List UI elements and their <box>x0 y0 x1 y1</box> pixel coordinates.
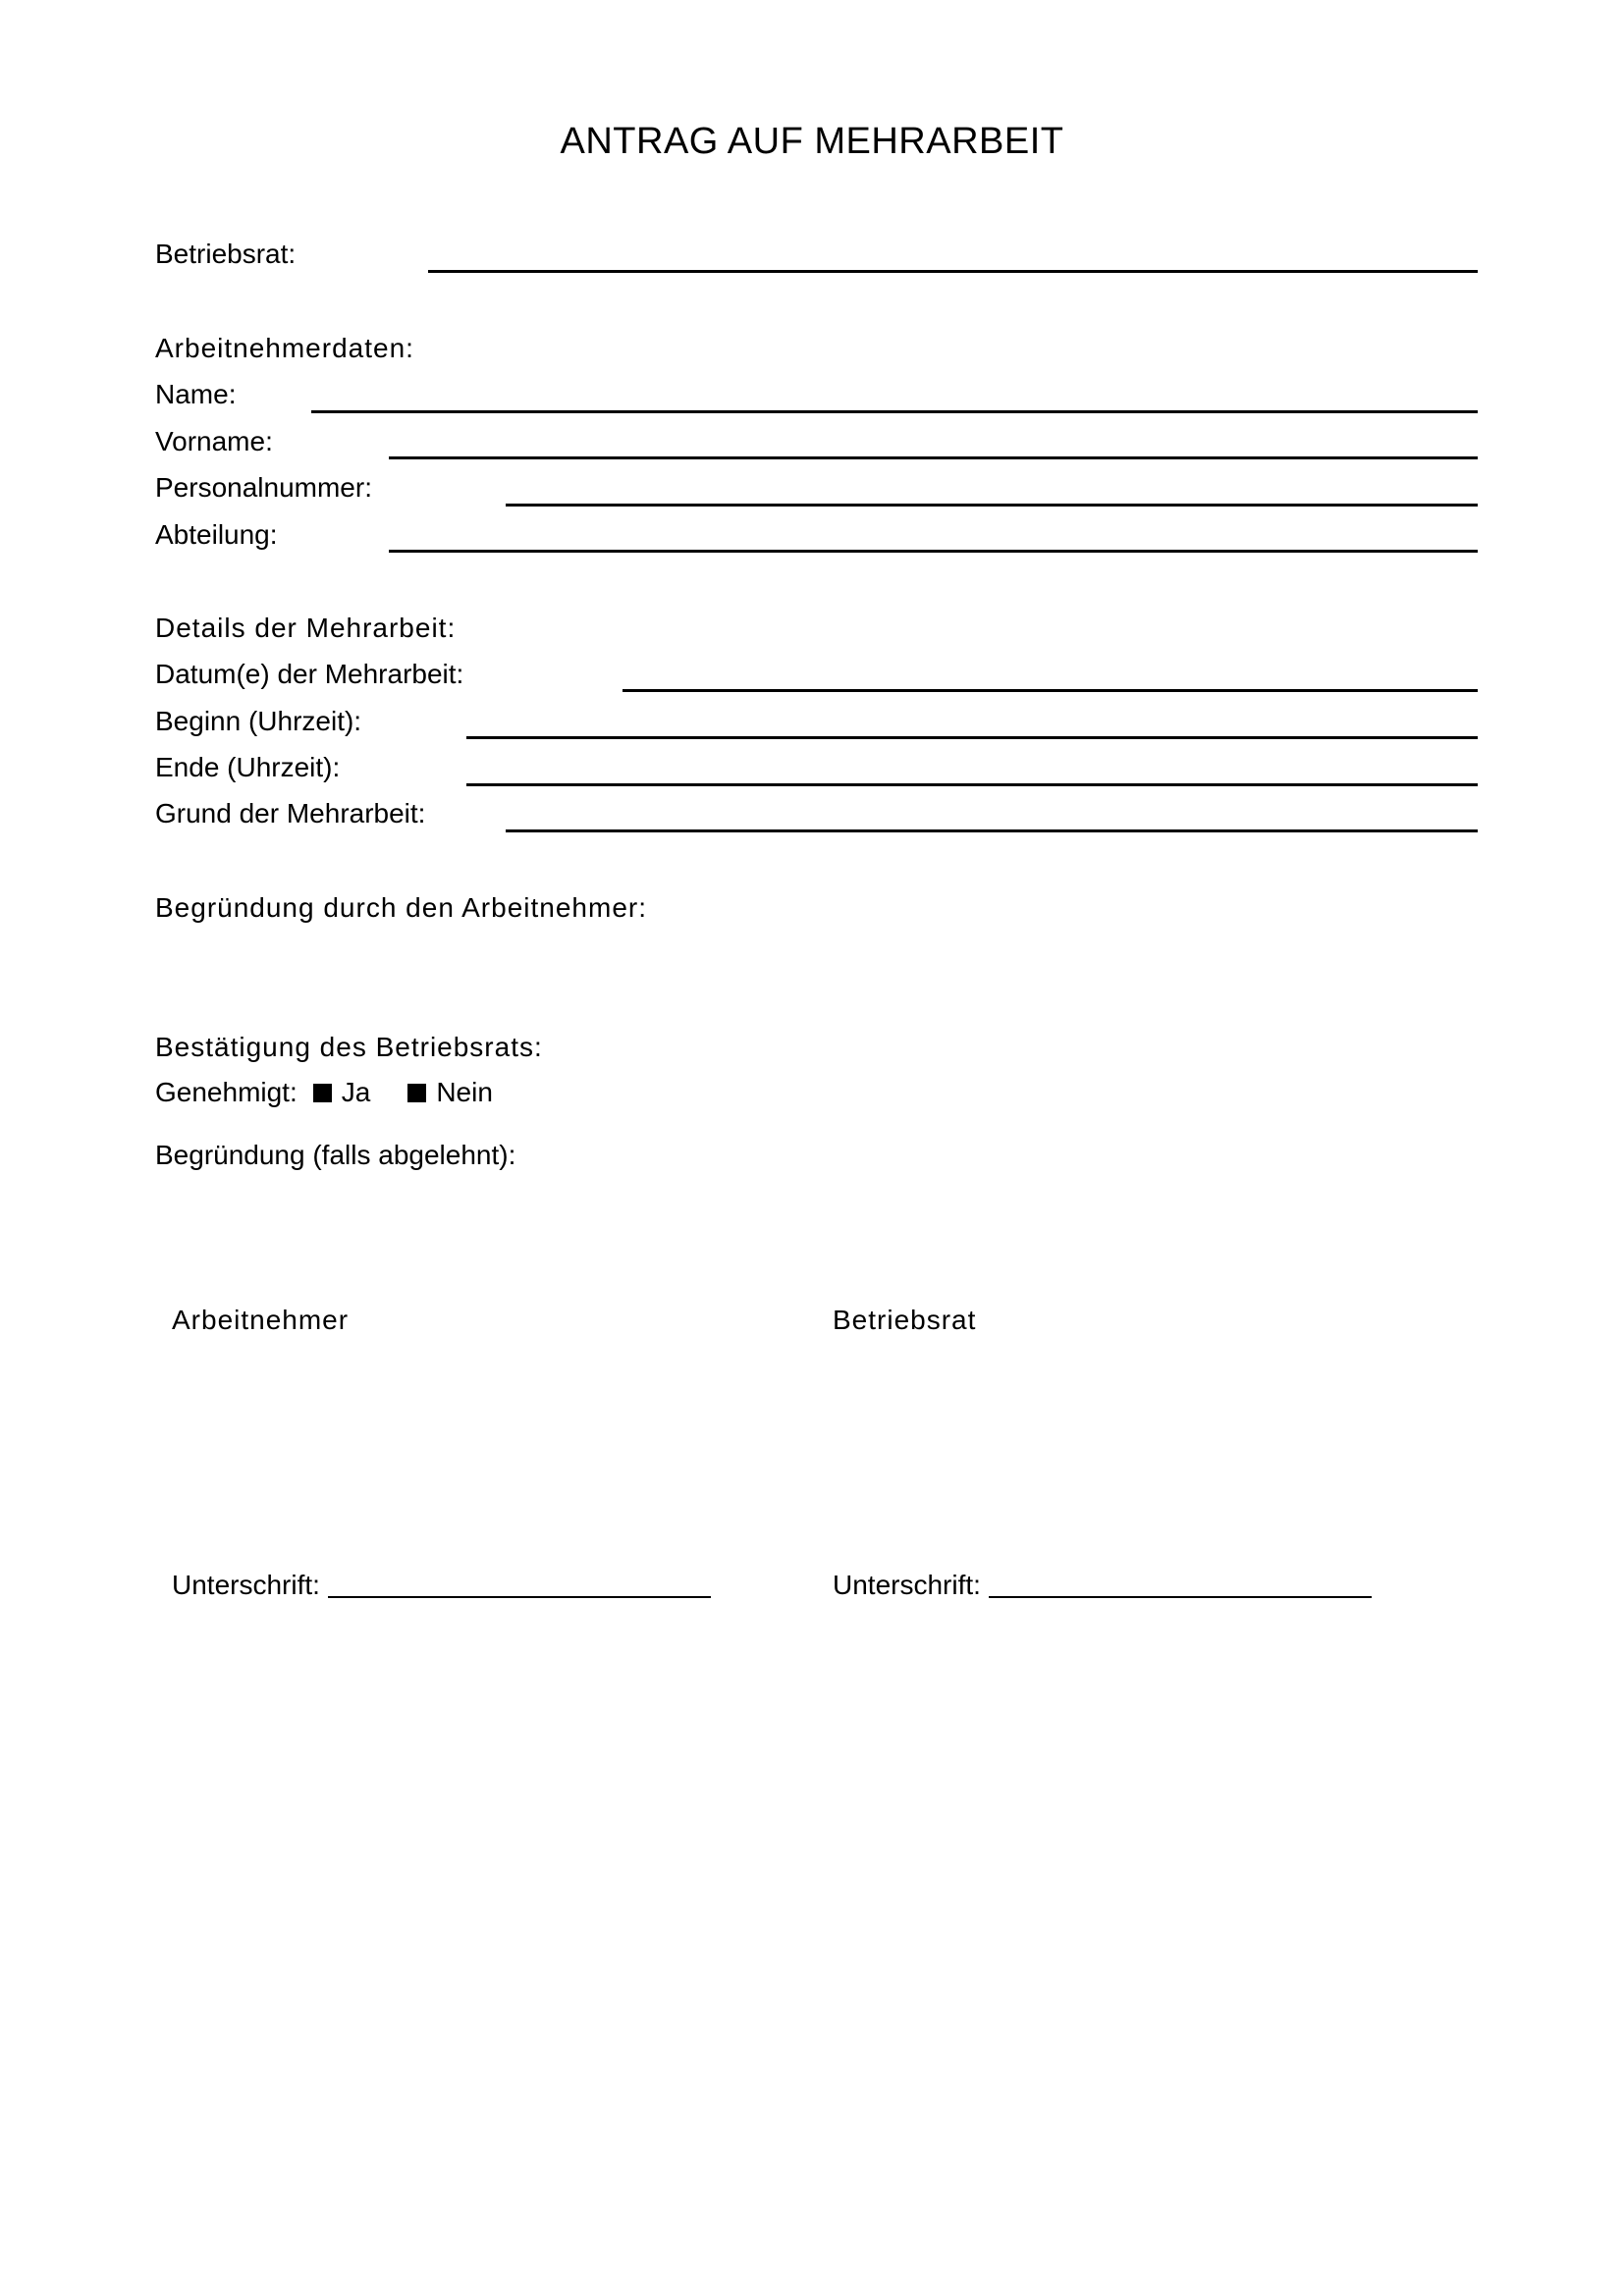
firstname-label: Vorname: <box>155 426 273 456</box>
overtime-section-heading: Details der Mehrarbeit: <box>155 613 457 643</box>
department-field[interactable] <box>389 550 1478 553</box>
overtime-dates-label: Datum(e) der Mehrarbeit: <box>155 659 464 689</box>
employee-justification-heading: Begründung durch den Arbeitnehmer: <box>155 892 647 923</box>
name-label: Name: <box>155 379 237 409</box>
name-field[interactable] <box>311 410 1478 413</box>
rejection-reason-label: Begründung (falls abgelehnt): <box>155 1140 516 1170</box>
staff-number-label: Personalnummer: <box>155 472 372 503</box>
council-field[interactable] <box>428 270 1478 273</box>
no-option-label: Nein <box>436 1077 493 1107</box>
overtime-dates-field[interactable] <box>623 689 1478 692</box>
end-time-field[interactable] <box>466 783 1478 786</box>
start-time-field[interactable] <box>466 736 1478 739</box>
employee-section-heading: Arbeitnehmerdaten: <box>155 333 414 363</box>
no-checkbox[interactable] <box>407 1084 426 1102</box>
page-title: ANTRAG AUF MEHRARBEIT <box>560 121 1064 162</box>
employee-signature-label: Unterschrift: <box>172 1570 320 1600</box>
council-label: Betriebsrat: <box>155 239 297 269</box>
yes-checkbox[interactable] <box>313 1084 332 1102</box>
confirmation-heading: Bestätigung des Betriebsrats: <box>155 1032 543 1062</box>
overtime-reason-label: Grund der Mehrarbeit: <box>155 798 426 828</box>
employee-signature-heading: Arbeitnehmer <box>172 1305 350 1335</box>
council-signature-field[interactable] <box>989 1596 1372 1598</box>
approve-no-option[interactable] <box>407 1075 493 1110</box>
yes-option-label: Ja <box>341 1077 371 1107</box>
council-signature-heading: Betriebsrat <box>833 1305 977 1335</box>
department-label: Abteilung: <box>155 519 278 550</box>
start-time-label: Beginn (Uhrzeit): <box>155 706 362 736</box>
employee-signature-field[interactable] <box>328 1596 711 1598</box>
overtime-reason-field[interactable] <box>506 829 1478 832</box>
approval-row <box>155 1075 493 1110</box>
firstname-field[interactable] <box>389 456 1478 459</box>
employee-signature-line[interactable] <box>172 1568 711 1603</box>
council-signature-label: Unterschrift: <box>833 1570 981 1600</box>
approved-label: Genehmigt: <box>155 1077 298 1107</box>
approve-yes-option[interactable] <box>313 1075 371 1110</box>
council-signature-line[interactable] <box>833 1568 1372 1603</box>
end-time-label: Ende (Uhrzeit): <box>155 752 341 782</box>
staff-number-field[interactable] <box>506 504 1478 507</box>
